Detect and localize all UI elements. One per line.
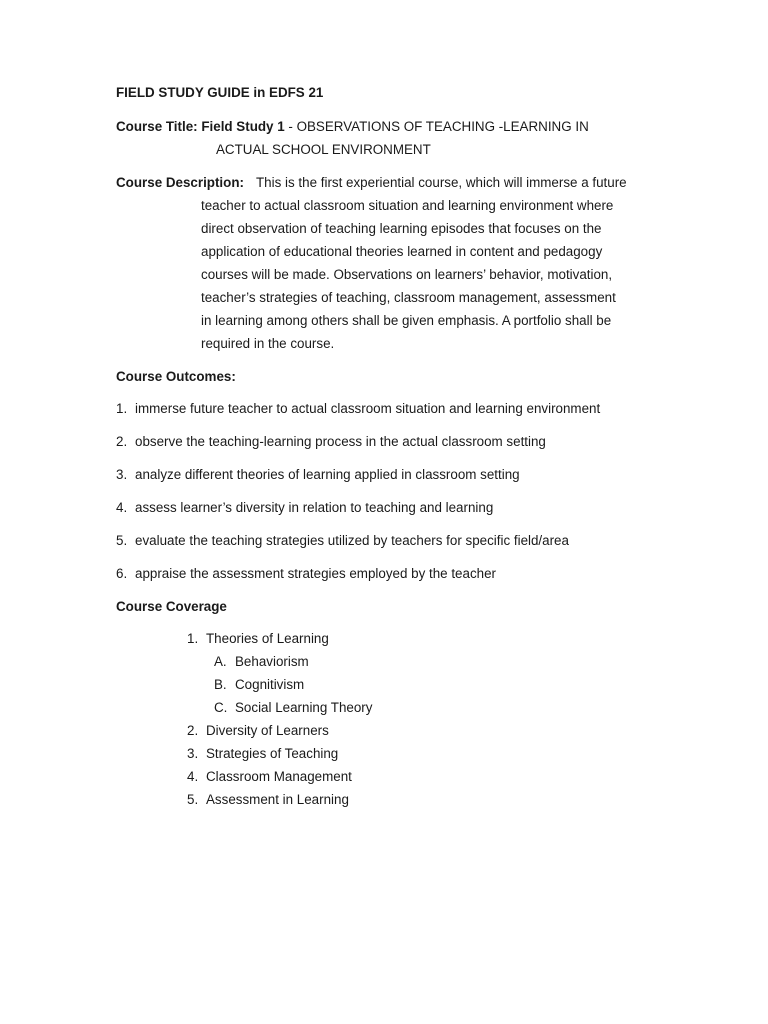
coverage-letter: C. [214,700,228,715]
outcome-item [116,400,600,418]
coverage-text: Assessment in Learning [206,792,349,807]
outcome-number: 2. [116,434,128,449]
coverage-number: 2. [187,723,199,738]
outcome-number: 1. [116,401,128,416]
course-title-line [116,118,589,136]
course-description-line: teacher to actual classroom situation and learning environment where [201,198,614,213]
outcome-number: 6. [116,566,128,581]
outcome-text: immerse future teacher to actual classroom situation and learning environment [135,401,601,416]
document-heading: FIELD STUDY GUIDE in EDFS 21 [116,85,324,100]
coverage-text: Cognitivism [235,677,305,692]
outcome-item [116,532,569,550]
coverage-letter: B. [214,677,227,692]
course-description-line: direct observation of teaching learning episodes that focuses on the [201,221,602,236]
coverage-item [187,745,338,763]
outcome-text: appraise the assessment strategies employed by the teacher [135,566,497,581]
coverage-number: 4. [187,769,199,784]
coverage-text: Classroom Management [206,769,352,784]
course-title-rest: - OBSERVATIONS OF TEACHING -LEARNING IN [284,119,589,134]
coverage-item [187,722,329,740]
course-description-line: required in the course. [201,336,335,351]
outcome-text: assess learner’s diversity in relation to teaching and learning [135,500,494,515]
course-description-line: application of educational theories learned in content and pedagogy [201,244,603,259]
outcome-item [116,499,493,517]
course-coverage-label: Course Coverage [116,599,227,614]
outcome-number: 5. [116,533,128,548]
course-description-line: in learning among others shall be given emphasis. A portfolio shall be [201,313,612,328]
coverage-subitem [214,676,304,694]
course-description-label: Course Description: [116,175,244,190]
coverage-item [187,768,352,786]
outcome-text: observe the teaching-learning process in the actual classroom setting [135,434,546,449]
outcome-item [116,433,546,451]
coverage-subitem [214,699,372,717]
outcome-text: analyze different theories of learning applied in classroom setting [135,467,520,482]
coverage-item [187,791,349,809]
coverage-letter: A. [214,654,227,669]
coverage-text: Social Learning Theory [235,700,373,715]
coverage-number: 1. [187,631,199,646]
coverage-text: Theories of Learning [206,631,329,646]
outcome-number: 4. [116,500,128,515]
coverage-item [187,630,329,648]
course-description-line: This is the first experiential course, which will immerse a future [256,175,627,190]
coverage-text: Strategies of Teaching [206,746,339,761]
coverage-number: 3. [187,746,199,761]
coverage-text: Behaviorism [235,654,309,669]
outcome-item [116,466,520,484]
coverage-text: Diversity of Learners [206,723,329,738]
outcome-text: evaluate the teaching strategies utilized by teachers for specific field/area [135,533,569,548]
course-description-line: teacher’s strategies of teaching, classroom management, assessment [201,290,616,305]
coverage-subitem [214,653,309,671]
outcome-number: 3. [116,467,128,482]
course-outcomes-label: Course Outcomes: [116,369,236,384]
course-title-line2: ACTUAL SCHOOL ENVIRONMENT [216,142,431,157]
course-title-bold: Field Study 1 [201,119,285,134]
course-title-label: Course Title: [116,119,198,134]
coverage-number: 5. [187,792,199,807]
course-description-line: courses will be made. Observations on learners’ behavior, motivation, [201,267,613,282]
outcome-item [116,565,496,583]
